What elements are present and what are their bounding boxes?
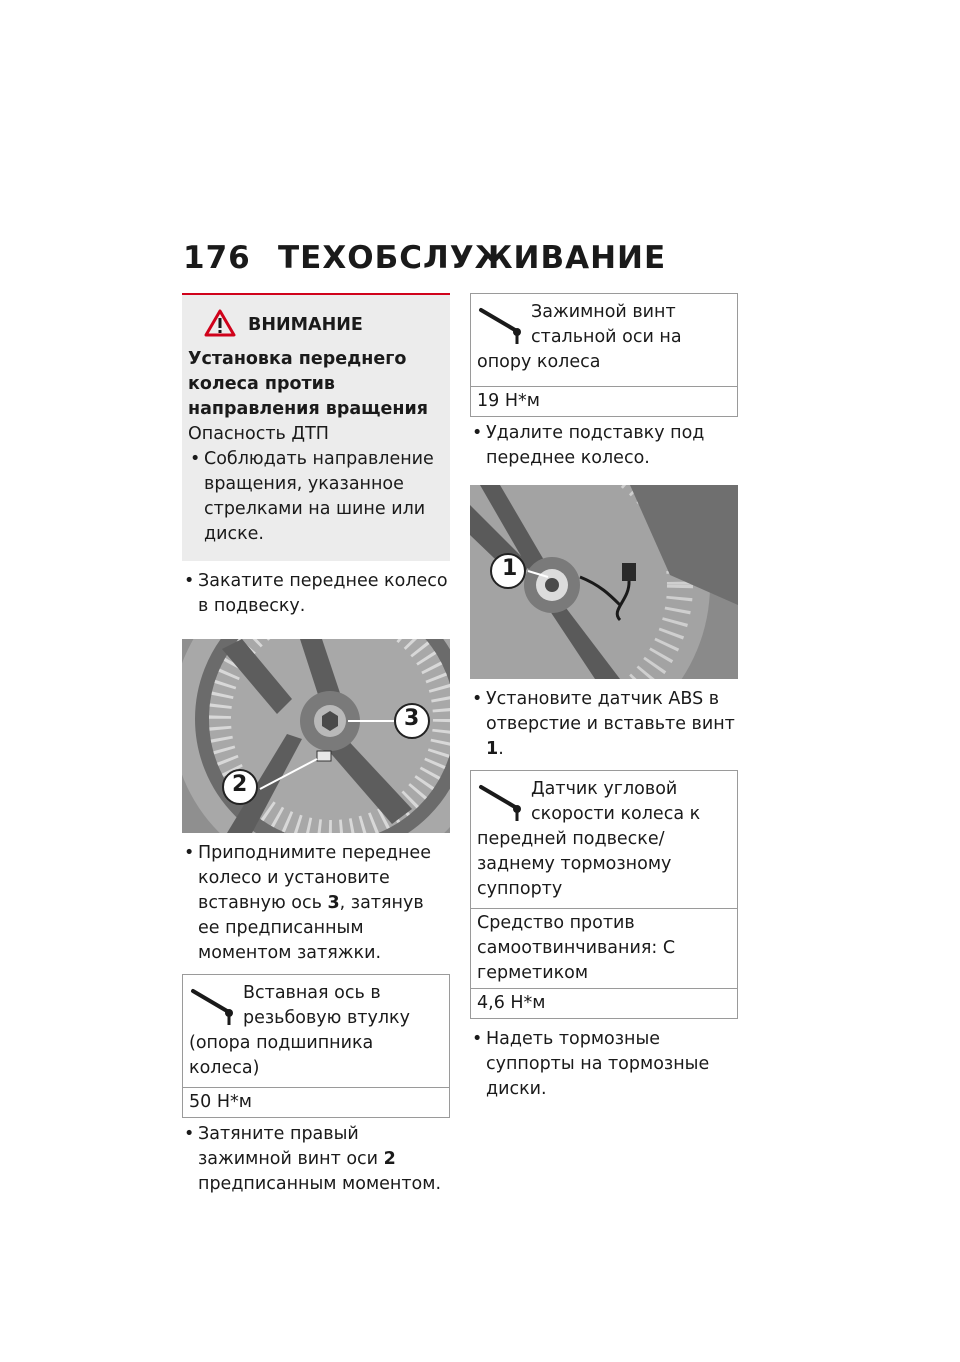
ref-number: 2	[383, 1149, 396, 1169]
spec-description: Датчик угловой скорости колеса к передней подвеске/заднему тормозному суппорту	[477, 779, 701, 899]
spec-description: Зажимной винт стальной оси на опору колеса	[477, 302, 682, 372]
torque-wrench-icon	[477, 304, 525, 346]
torque-spec-abs-sensor	[470, 770, 738, 1019]
warning-bullet: • Соблюдать направление вращения, указанное стрелками на шине или диске.	[188, 447, 440, 547]
photo-axle-install	[182, 639, 450, 833]
ref-number: 3	[327, 893, 340, 913]
spec-value: 4,6 Н*м	[471, 988, 737, 1018]
step-roll-wheel: • Закатите переднее колесо в подвеску.	[182, 569, 450, 619]
step-tighten-screw: • Затяните правый зажимной винт оси 2 предписанным моментом.	[182, 1122, 450, 1197]
section-title: ТЕХОБСЛУЖИВАНИЕ	[278, 240, 667, 276]
page-header	[183, 240, 666, 276]
photo-callout-2: 2	[232, 772, 248, 797]
step-remove-stand: • Удалите подставку под переднее колесо.	[470, 421, 738, 471]
photo-callout-1: 1	[502, 556, 518, 581]
step-install-abs-sensor: • Установите датчик ABS в отверстие и вставьте винт 1.	[470, 687, 738, 762]
warning-triangle-icon	[204, 309, 236, 341]
warning-subtitle: Установка переднего колеса против направления вращения	[188, 349, 428, 419]
torque-spec-axle	[182, 974, 450, 1118]
warning-title: ВНИМАНИЕ	[248, 315, 363, 335]
left-column	[182, 293, 450, 1197]
torque-wrench-icon	[189, 985, 237, 1027]
torque-spec-clamp	[470, 293, 738, 417]
warning-box	[182, 293, 450, 561]
spec-value: 19 Н*м	[471, 386, 737, 416]
page-number: 176	[183, 240, 251, 276]
spec-value: 50 Н*м	[183, 1087, 449, 1117]
spec-description: Вставная ось в резьбовую втулку (опора подшипника колеса)	[189, 983, 410, 1078]
step-install-axle: • Приподнимите переднее колесо и установите вставную ось 3, затянув ее предписанным моментом затяжки.	[182, 841, 450, 966]
photo-abs-sensor	[470, 485, 738, 679]
warning-hazard: Опасность ДТП	[188, 424, 329, 444]
ref-number: 1	[486, 739, 499, 759]
torque-wrench-icon	[477, 781, 525, 823]
step-mount-calipers: • Надеть тормозные суппорты на тормозные диски.	[470, 1027, 738, 1102]
warning-header	[188, 309, 440, 341]
right-column	[470, 293, 738, 1102]
spec-threadlock: Средство против самоотвинчивания: С герметиком	[471, 908, 737, 988]
photo-callout-3: 3	[404, 706, 420, 731]
